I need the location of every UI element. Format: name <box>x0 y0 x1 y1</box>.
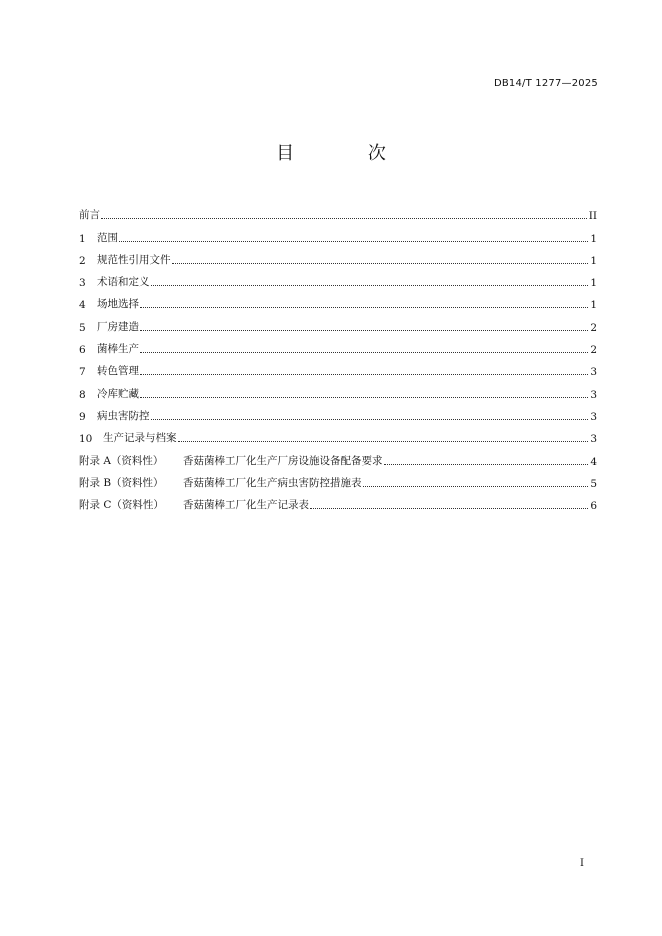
toc-item-terms-definitions[interactable] <box>79 267 597 289</box>
toc-item-number: 8 <box>79 388 86 401</box>
appendix-mark: 附录 C（资料性） <box>79 499 164 512</box>
dot-leader <box>140 306 588 308</box>
toc-item-stick-production[interactable] <box>79 334 597 356</box>
appendix-mark: 附录 B（资料性） <box>79 476 164 489</box>
dot-leader <box>140 373 588 375</box>
toc-item-normative-references[interactable] <box>79 245 597 267</box>
toc-item-number: 7 <box>79 366 86 379</box>
toc-item-page: 6 <box>590 500 597 513</box>
toc-item-page: 1 <box>590 254 597 267</box>
toc-item-page: 3 <box>590 433 597 446</box>
toc-item-number: 3 <box>79 277 86 290</box>
toc-item-label: 香菇菌棒工厂化生产病虫害防控措施表 <box>183 476 362 489</box>
toc-item-site-selection[interactable] <box>79 289 597 311</box>
toc-item-number: 9 <box>79 410 86 423</box>
toc-item-label: 术语和定义 <box>97 276 150 289</box>
dot-leader <box>178 440 589 442</box>
toc-item-label: 病虫害防控 <box>97 409 150 422</box>
toc-item-page: 4 <box>590 455 597 468</box>
toc-item-page: 1 <box>590 277 597 290</box>
dot-leader <box>140 396 588 398</box>
toc-item-appendix-c[interactable] <box>79 490 597 512</box>
dot-leader <box>310 507 588 509</box>
toc-item-label: 规范性引用文件 <box>97 253 171 266</box>
table-of-contents <box>79 200 597 512</box>
toc-item-number: 4 <box>79 299 86 312</box>
dot-leader <box>101 217 587 219</box>
toc-item-number: 5 <box>79 321 86 334</box>
page-title: 目 次 <box>276 143 420 164</box>
toc-item-page: 2 <box>590 344 597 357</box>
dot-leader <box>151 284 589 286</box>
toc-item-page: 2 <box>590 321 597 334</box>
dot-leader <box>384 463 589 465</box>
toc-item-production-records[interactable] <box>79 423 597 445</box>
toc-item-label: 冷库贮藏 <box>97 387 139 400</box>
toc-item-label: 范围 <box>97 231 118 244</box>
toc-item-page: 1 <box>590 299 597 312</box>
appendix-mark: 附录 A（资料性） <box>79 454 164 467</box>
toc-item-page: 5 <box>590 477 597 490</box>
toc-item-page: 3 <box>590 388 597 401</box>
toc-item-number: 10 <box>79 433 93 446</box>
page-number: I <box>580 858 584 869</box>
toc-item-label: 生产记录与档案 <box>103 432 177 445</box>
dot-leader <box>151 418 589 420</box>
toc-item-label: 香菇菌棒工厂化生产记录表 <box>183 499 309 512</box>
toc-item-label: 场地选择 <box>97 298 139 311</box>
toc-item-number: 6 <box>79 344 86 357</box>
toc-item-number: 2 <box>79 254 86 267</box>
toc-item-factory-construction[interactable] <box>79 311 597 333</box>
toc-item-label: 菌棒生产 <box>97 343 139 356</box>
toc-item-label: 香菇菌棒工厂化生产厂房设施设备配备要求 <box>183 454 383 467</box>
toc-item-cold-storage[interactable] <box>79 378 597 400</box>
toc-item-label: 厂房建造 <box>97 320 139 333</box>
dot-leader <box>140 351 588 353</box>
toc-item-page: 3 <box>590 410 597 423</box>
toc-item-foreword[interactable] <box>79 200 597 222</box>
toc-item-appendix-b[interactable] <box>79 468 597 490</box>
toc-item-number: 1 <box>79 232 86 245</box>
toc-item-label: 前言 <box>79 209 100 222</box>
dot-leader <box>140 329 588 331</box>
dot-leader <box>363 485 589 487</box>
toc-item-pest-control[interactable] <box>79 401 597 423</box>
toc-item-scope[interactable] <box>79 222 597 244</box>
toc-item-label: 转色管理 <box>97 365 139 378</box>
document-code: DB14/T 1277—2025 <box>493 78 598 89</box>
dot-leader <box>119 240 588 242</box>
toc-item-page: II <box>588 210 597 223</box>
toc-item-appendix-a[interactable] <box>79 445 597 467</box>
toc-item-page: 1 <box>590 232 597 245</box>
toc-item-color-conversion[interactable] <box>79 356 597 378</box>
dot-leader <box>172 262 589 264</box>
toc-item-page: 3 <box>590 366 597 379</box>
